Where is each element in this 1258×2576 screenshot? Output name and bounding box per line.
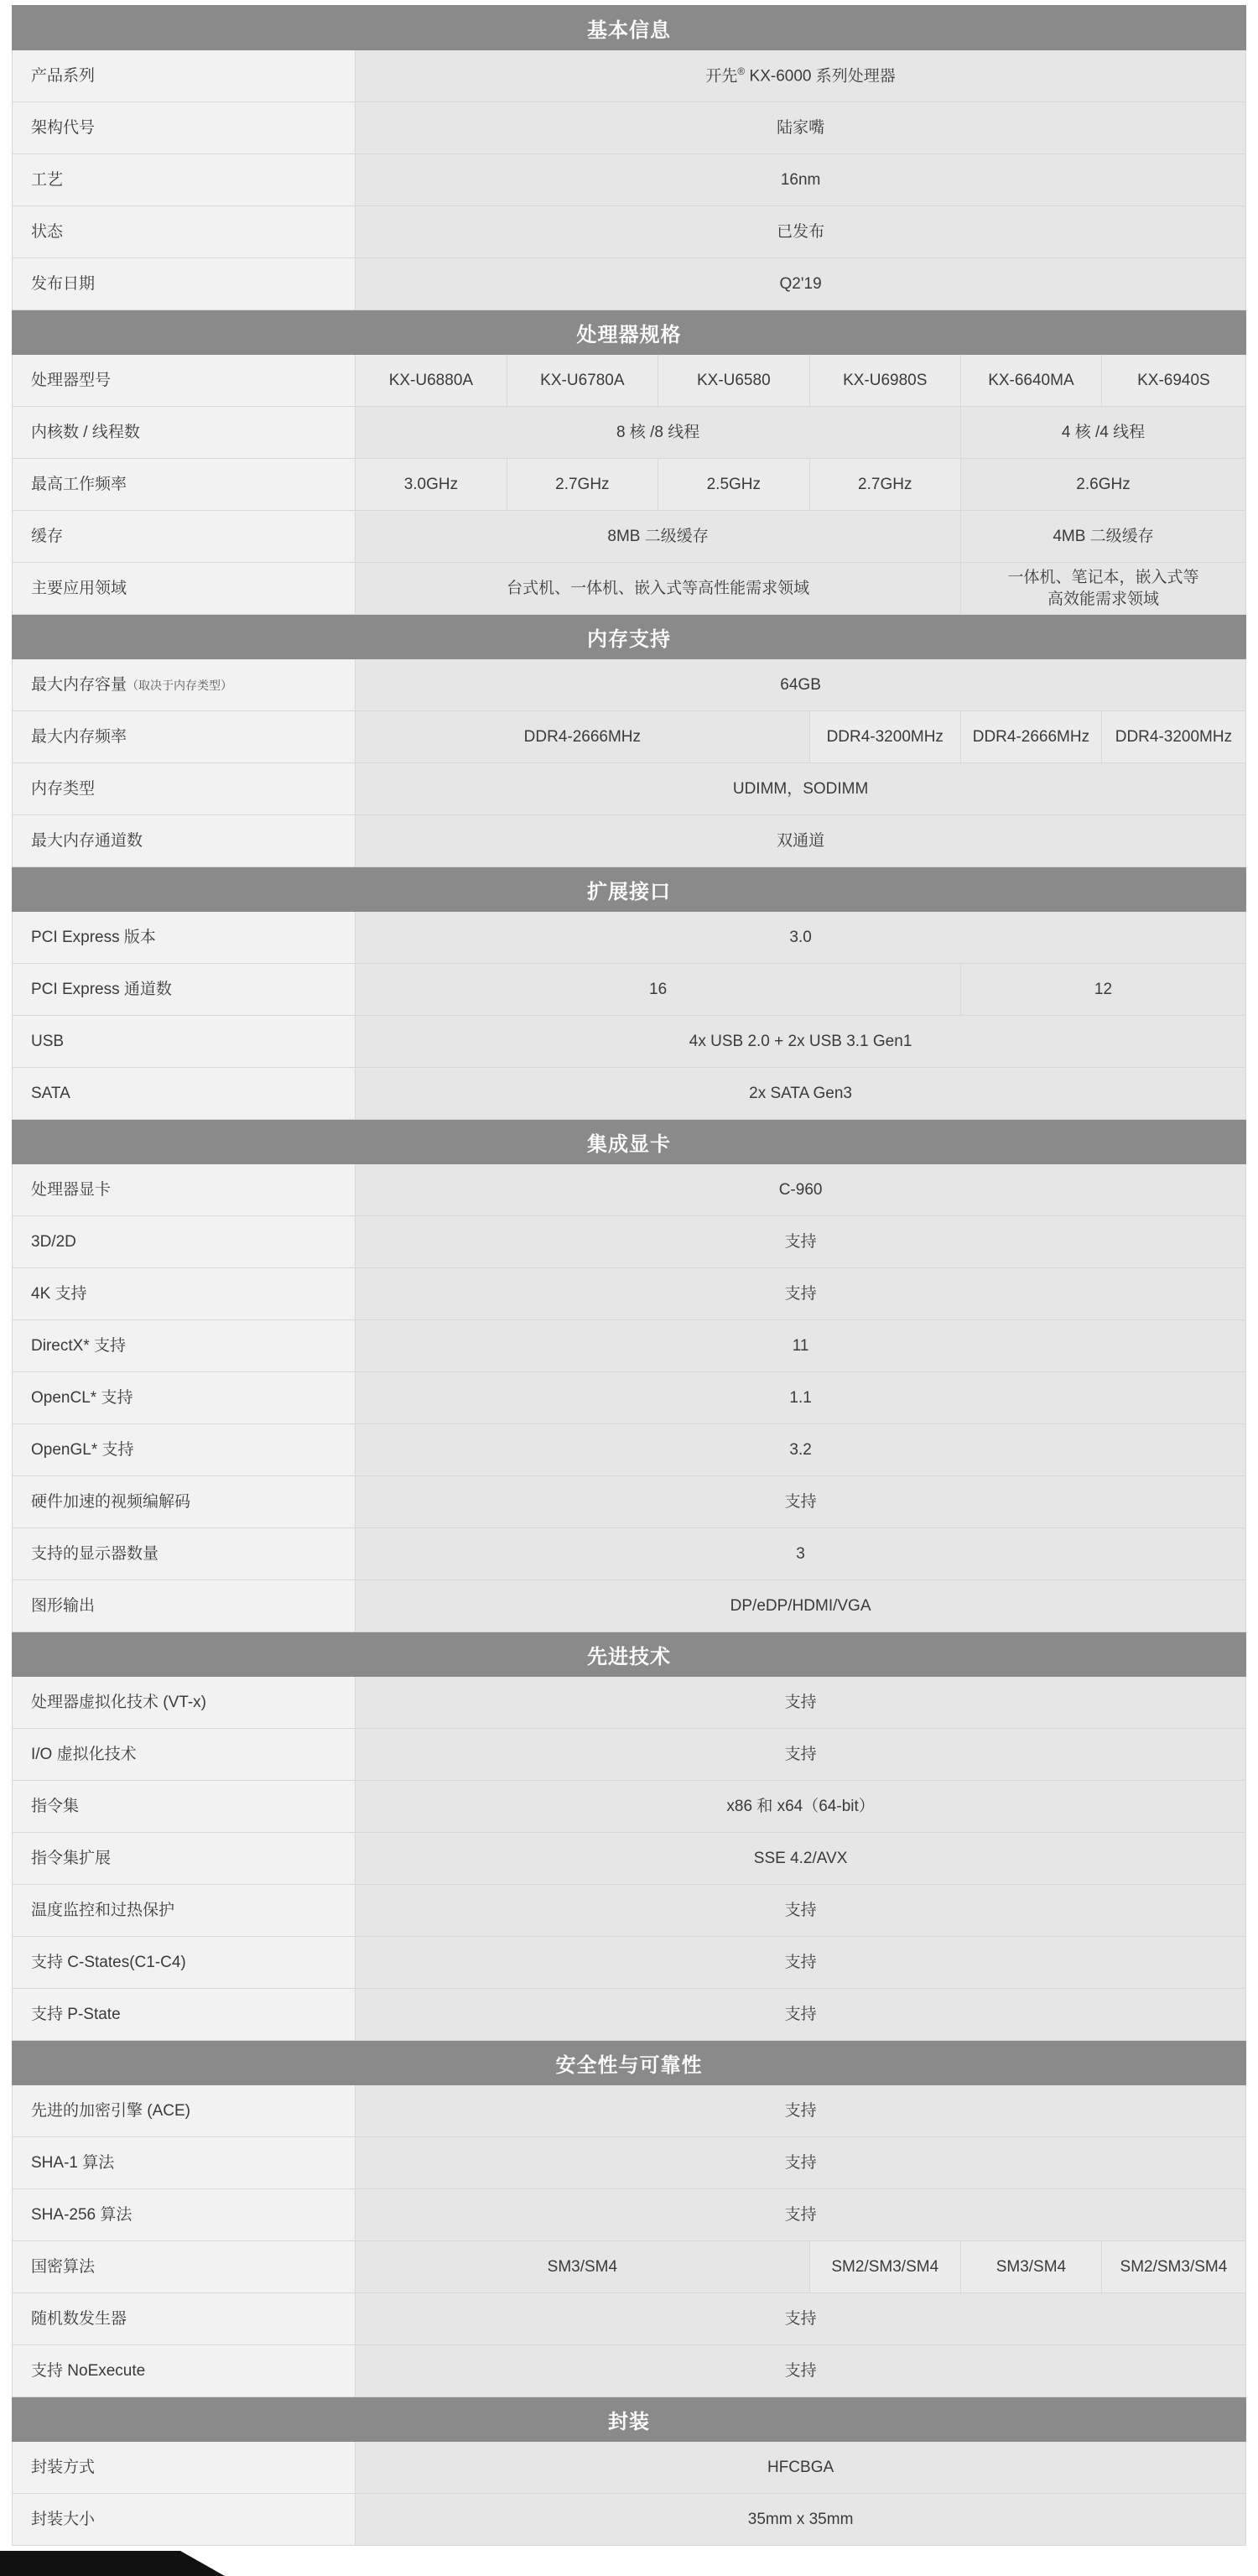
spec-row <box>13 1580 1246 1632</box>
spec-row-value: 2x SATA Gen3 <box>356 1068 1246 1120</box>
spec-row-value: 3 <box>356 1528 1246 1580</box>
spec-row-value: 2.5GHz <box>658 459 809 511</box>
section-title: 封装 <box>13 2397 1246 2442</box>
spec-row-value: 35mm x 35mm <box>356 2494 1246 2546</box>
section-header-row <box>13 615 1246 659</box>
spec-row <box>13 1528 1246 1580</box>
section-title: 扩展接口 <box>13 867 1246 912</box>
spec-row-value: 8 核 /8 线程 <box>356 407 961 459</box>
spec-row <box>13 511 1246 563</box>
section-header-row <box>13 2397 1246 2442</box>
spec-row-value: DDR4-3200MHz <box>809 711 960 763</box>
spec-row-label: 指令集 <box>13 1781 356 1833</box>
section-header-row <box>13 310 1246 355</box>
spec-row-label: SHA-256 算法 <box>13 2189 356 2241</box>
spec-row-value: 双通道 <box>356 815 1246 867</box>
spec-row-value: 2.7GHz <box>809 459 960 511</box>
spec-row-value: 16nm <box>356 154 1246 206</box>
spec-row <box>13 1833 1246 1885</box>
spec-row-value: Q2'19 <box>356 258 1246 310</box>
spec-row-label: 处理器虚拟化技术 (VT-x) <box>13 1677 356 1729</box>
spec-row-value: 1.1 <box>356 1372 1246 1424</box>
spec-row-value: SM2/SM3/SM4 <box>1101 2241 1245 2293</box>
spec-row-value: 支持 <box>356 1885 1246 1937</box>
spec-row-value: 支持 <box>356 1677 1246 1729</box>
spec-row-value: UDIMM，SODIMM <box>356 763 1246 815</box>
spec-row-label-note: （取决于内存类型） <box>127 678 233 692</box>
spec-row-label: 支持的显示器数量 <box>13 1528 356 1580</box>
spec-row <box>13 563 1246 615</box>
spec-row <box>13 1781 1246 1833</box>
spec-row-label: 主要应用领域 <box>13 563 356 615</box>
spec-row-value: KX-U6980S <box>809 355 960 407</box>
spec-row-label: 支持 NoExecute <box>13 2345 356 2397</box>
spec-row-label: 状态 <box>13 206 356 258</box>
spec-row-value: 陆家嘴 <box>356 102 1246 154</box>
spec-row-label: 指令集扩展 <box>13 1833 356 1885</box>
spec-row-label: 温度监控和过热保护 <box>13 1885 356 1937</box>
spec-row-value: 台式机、一体机、嵌入式等高性能需求领域 <box>356 563 961 615</box>
section-title: 安全性与可靠性 <box>13 2041 1246 2085</box>
section-header-row <box>13 6 1246 50</box>
spec-row-value: 支持 <box>356 1216 1246 1268</box>
spec-row-label: 架构代号 <box>13 102 356 154</box>
spec-row <box>13 964 1246 1016</box>
spec-row <box>13 1989 1246 2041</box>
spec-row <box>13 659 1246 711</box>
section-header-row <box>13 2041 1246 2085</box>
spec-row <box>13 2345 1246 2397</box>
spec-row-label: USB <box>13 1016 356 1068</box>
spec-row <box>13 206 1246 258</box>
spec-row-value: SM2/SM3/SM4 <box>809 2241 960 2293</box>
spec-row <box>13 355 1246 407</box>
spec-row-label: 硬件加速的视频编解码 <box>13 1476 356 1528</box>
spec-row <box>13 1320 1246 1372</box>
spec-row-label: I/O 虚拟化技术 <box>13 1729 356 1781</box>
spec-row <box>13 2442 1246 2494</box>
spec-row-label: 随机数发生器 <box>13 2293 356 2345</box>
spec-row-value: 4MB 二级缓存 <box>960 511 1245 563</box>
spec-row-value: DP/eDP/HDMI/VGA <box>356 1580 1246 1632</box>
section-title: 基本信息 <box>13 6 1246 50</box>
spec-row-value: 一体机、笔记本，嵌入式等 高效能需求领域 <box>960 563 1245 615</box>
spec-row-label: 发布日期 <box>13 258 356 310</box>
spec-row-label: 图形输出 <box>13 1580 356 1632</box>
spec-row-value: 支持 <box>356 2137 1246 2189</box>
spec-row-value: 开先® KX-6000 系列处理器 <box>356 50 1246 102</box>
spec-row-label: 最大内存频率 <box>13 711 356 763</box>
spec-row-value: 2.7GHz <box>507 459 658 511</box>
spec-row-label: 先进的加密引擎 (ACE) <box>13 2085 356 2137</box>
section-header-row <box>13 1120 1246 1164</box>
spec-row <box>13 2241 1246 2293</box>
spec-row-label: SATA <box>13 1068 356 1120</box>
spec-row <box>13 2137 1246 2189</box>
spec-row <box>13 1268 1246 1320</box>
spec-table <box>12 5 1246 2546</box>
spec-row-label: PCI Express 版本 <box>13 912 356 964</box>
spec-row-value: DDR4-2666MHz <box>960 711 1101 763</box>
spec-row-value: 支持 <box>356 1729 1246 1781</box>
spec-row-label: PCI Express 通道数 <box>13 964 356 1016</box>
spec-row-value: 11 <box>356 1320 1246 1372</box>
spec-row-value: SM3/SM4 <box>960 2241 1101 2293</box>
spec-row-label: 产品系列 <box>13 50 356 102</box>
spec-row <box>13 459 1246 511</box>
spec-row <box>13 258 1246 310</box>
spec-row-value: DDR4-3200MHz <box>1101 711 1245 763</box>
spec-row-label: 处理器型号 <box>13 355 356 407</box>
spec-row <box>13 1016 1246 1068</box>
spec-row <box>13 912 1246 964</box>
spec-row-label-main: 最大内存容量 <box>31 675 127 694</box>
spec-row <box>13 102 1246 154</box>
spec-row <box>13 1372 1246 1424</box>
spec-row-value: 支持 <box>356 2085 1246 2137</box>
section-title: 集成显卡 <box>13 1120 1246 1164</box>
spec-row-label: 3D/2D <box>13 1216 356 1268</box>
spec-row-value: 支持 <box>356 1989 1246 2041</box>
spec-row <box>13 1677 1246 1729</box>
spec-row-value: 3.2 <box>356 1424 1246 1476</box>
spec-row-label: OpenCL* 支持 <box>13 1372 356 1424</box>
spec-row-value: 16 <box>356 964 961 1016</box>
section-header-row <box>13 1632 1246 1677</box>
spec-row-value: KX-U6580 <box>658 355 809 407</box>
spec-row-value: SSE 4.2/AVX <box>356 1833 1246 1885</box>
spec-row-label: 封装方式 <box>13 2442 356 2494</box>
spec-row-value: 支持 <box>356 2345 1246 2397</box>
section-header-row <box>13 867 1246 912</box>
section-title: 内存支持 <box>13 615 1246 659</box>
spec-row-label: 支持 C-States(C1-C4) <box>13 1937 356 1989</box>
section-title: 处理器规格 <box>13 310 1246 355</box>
spec-row-value: 支持 <box>356 1268 1246 1320</box>
spec-row-label: 最高工作频率 <box>13 459 356 511</box>
spec-row <box>13 1424 1246 1476</box>
spec-row <box>13 711 1246 763</box>
spec-row <box>13 1164 1246 1216</box>
spec-row <box>13 2189 1246 2241</box>
spec-row-value: SM3/SM4 <box>356 2241 809 2293</box>
spec-row-label: 内存类型 <box>13 763 356 815</box>
spec-row-label: 封装大小 <box>13 2494 356 2546</box>
spec-row-label: 处理器显卡 <box>13 1164 356 1216</box>
spec-row-value: KX-U6780A <box>507 355 658 407</box>
spec-row <box>13 1216 1246 1268</box>
spec-row-value: 12 <box>960 964 1245 1016</box>
page-corner-decoration <box>0 2546 1258 2576</box>
spec-row <box>13 1729 1246 1781</box>
spec-row-label: 内核数 / 线程数 <box>13 407 356 459</box>
spec-row-value: 3.0GHz <box>356 459 507 511</box>
spec-row-label: DirectX* 支持 <box>13 1320 356 1372</box>
spec-row-label: 国密算法 <box>13 2241 356 2293</box>
spec-row-value: KX-6640MA <box>960 355 1101 407</box>
spec-row-value: HFCBGA <box>356 2442 1246 2494</box>
spec-row-value: 支持 <box>356 2189 1246 2241</box>
spec-row <box>13 763 1246 815</box>
spec-row <box>13 1068 1246 1120</box>
spec-row-label: 4K 支持 <box>13 1268 356 1320</box>
spec-row <box>13 1937 1246 1989</box>
registered-trademark-icon: ® <box>737 65 746 78</box>
spec-row-label <box>13 659 356 711</box>
spec-row <box>13 815 1246 867</box>
spec-row-label: 工艺 <box>13 154 356 206</box>
spec-row-value: 支持 <box>356 2293 1246 2345</box>
spec-row <box>13 1476 1246 1528</box>
spec-row-value: 2.6GHz <box>960 459 1245 511</box>
spec-row-value: 已发布 <box>356 206 1246 258</box>
spec-row <box>13 2494 1246 2546</box>
spec-row-value: C-960 <box>356 1164 1246 1216</box>
spec-row-value: DDR4-2666MHz <box>356 711 809 763</box>
spec-row-label: 缓存 <box>13 511 356 563</box>
spec-row-value: KX-U6880A <box>356 355 507 407</box>
spec-row-label: 支持 P-State <box>13 1989 356 2041</box>
spec-row <box>13 50 1246 102</box>
spec-row <box>13 2293 1246 2345</box>
spec-row-value: KX-6940S <box>1101 355 1245 407</box>
spec-row-value: 4x USB 2.0 + 2x USB 3.1 Gen1 <box>356 1016 1246 1068</box>
section-title: 先进技术 <box>13 1632 1246 1677</box>
spec-row-label: 最大内存通道数 <box>13 815 356 867</box>
spec-row <box>13 1885 1246 1937</box>
spec-row <box>13 407 1246 459</box>
spec-row-value: 64GB <box>356 659 1246 711</box>
spec-row-value: 8MB 二级缓存 <box>356 511 961 563</box>
spec-row-label: SHA-1 算法 <box>13 2137 356 2189</box>
spec-row-value: 支持 <box>356 1937 1246 1989</box>
spec-row-value: 3.0 <box>356 912 1246 964</box>
spec-row-label: OpenGL* 支持 <box>13 1424 356 1476</box>
spec-row-value: 支持 <box>356 1476 1246 1528</box>
spec-row <box>13 2085 1246 2137</box>
spec-row-value: x86 和 x64（64-bit） <box>356 1781 1246 1833</box>
spec-row-value: 4 核 /4 线程 <box>960 407 1245 459</box>
spec-row <box>13 154 1246 206</box>
